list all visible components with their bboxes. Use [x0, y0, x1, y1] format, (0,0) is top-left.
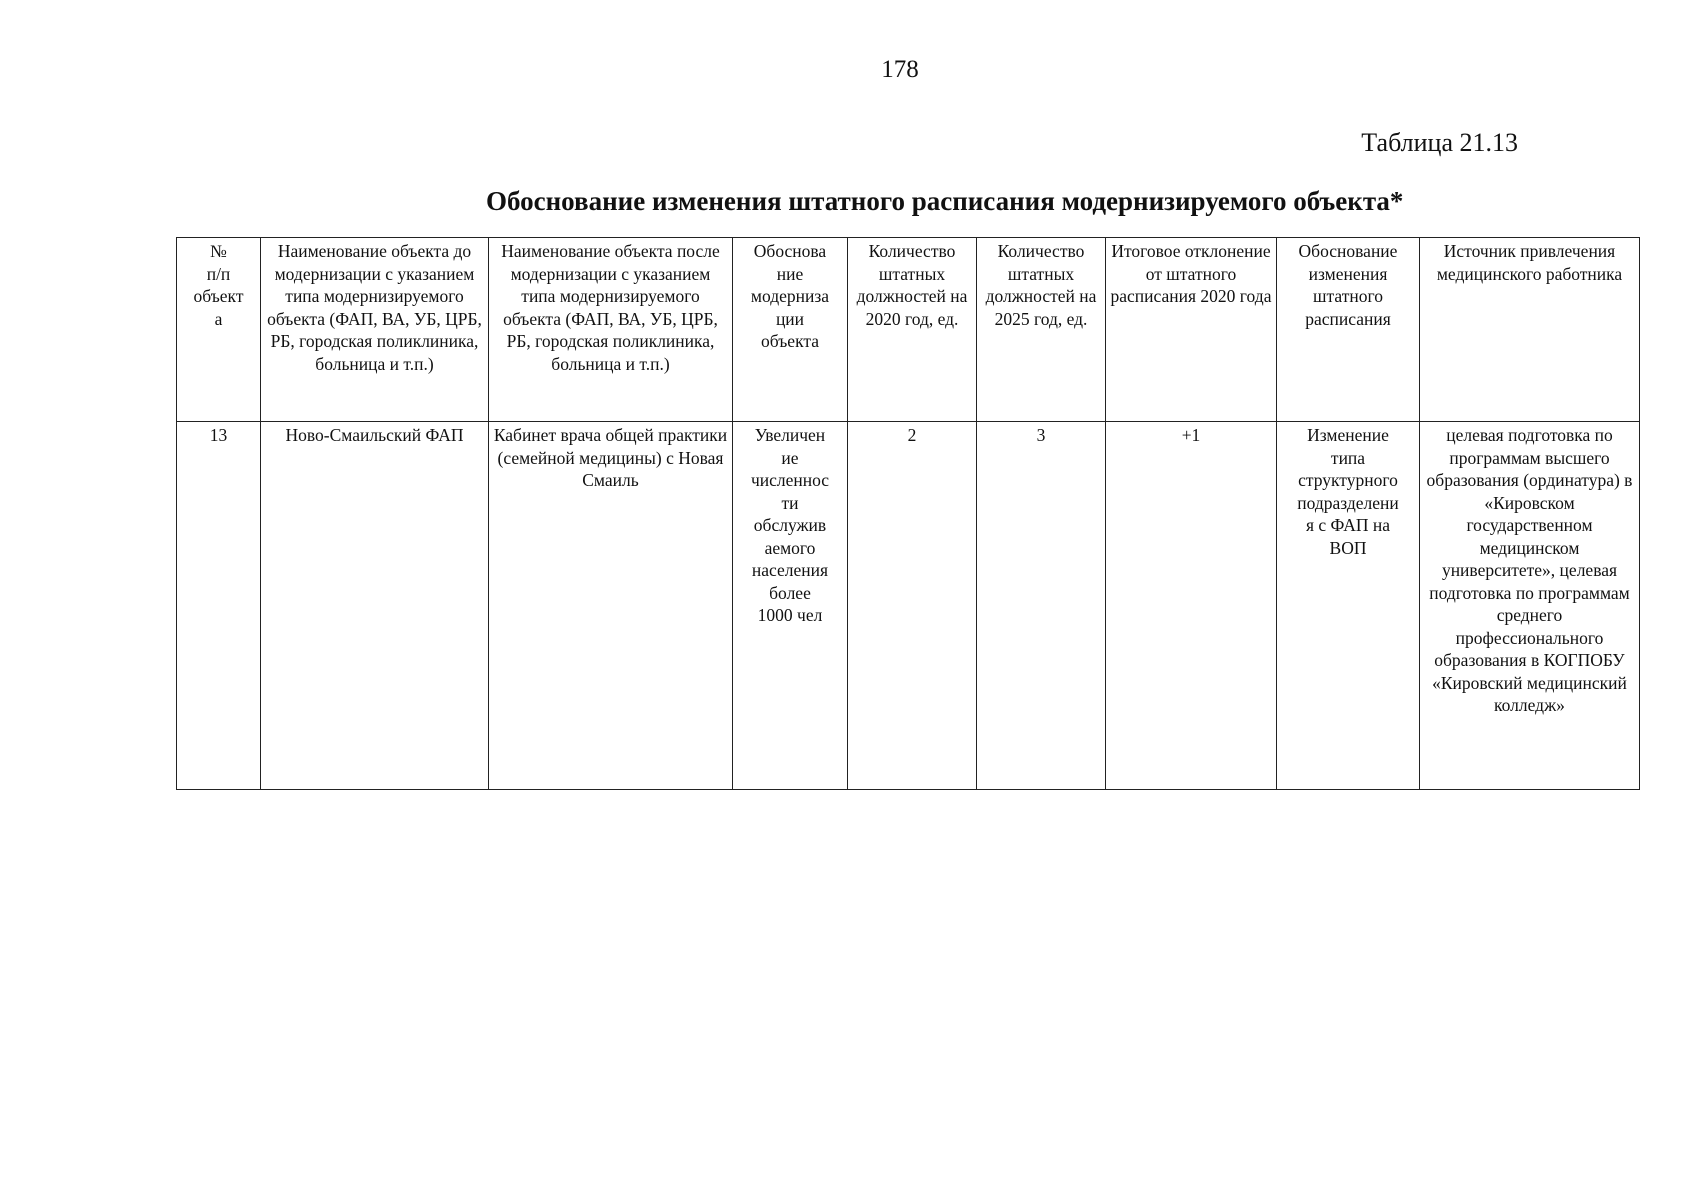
cell-staff-2025: 3 — [977, 422, 1106, 790]
header-total-deviation: Итоговое отклонение от штатного расписания 2020 года — [1106, 238, 1277, 422]
header-row — [177, 238, 1640, 422]
staffing-table — [176, 237, 1640, 790]
table-body — [177, 422, 1640, 790]
table-row — [177, 422, 1640, 790]
cell-total-deviation: +1 — [1106, 422, 1277, 790]
table-header — [177, 238, 1640, 422]
header-object-number: № п/п объект а — [177, 238, 261, 422]
cell-change-reason: Изменение типа структурного подразделени я с ФАП на ВОП — [1277, 422, 1420, 790]
cell-object-before: Ново-Смаильский ФАП — [261, 422, 489, 790]
document-title: Обоснование изменения штатного расписания модернизируемого объекта* — [486, 186, 1404, 216]
header-staff-2025: Количество штатных должностей на 2025 год, ед. — [977, 238, 1106, 422]
header-change-reason: Обоснование изменения штатного расписания — [1277, 238, 1420, 422]
cell-object-after: Кабинет врача общей практики (семейной медицины) с Новая Смаиль — [489, 422, 733, 790]
header-object-before: Наименование объекта до модернизации с указанием типа модернизируемого объекта (ФАП, ВА, УБ, ЦРБ, РБ, городская поликлиника, больница и т.п.) — [261, 238, 489, 422]
table-label: Таблица 21.13 — [1361, 128, 1518, 157]
header-staff-source: Источник привлечения медицинского работника — [1420, 238, 1640, 422]
cell-staff-2020: 2 — [848, 422, 977, 790]
page-number: 178 — [881, 56, 919, 83]
header-modernization-justification: Обоснова ние модерниза ции объекта — [733, 238, 848, 422]
header-staff-2020: Количество штатных должностей на 2020 год, ед. — [848, 238, 977, 422]
cell-object-number: 13 — [177, 422, 261, 790]
header-object-after: Наименование объекта после модернизации с указанием типа модернизируемого объекта (ФАП, ВА, УБ, ЦРБ, РБ, городская поликлиника, больница и т.п.) — [489, 238, 733, 422]
cell-staff-source: целевая подготовка по программам высшего образования (ординатура) в «Кировском государственном медицинском университете», целевая подготовка по программам среднего профессионального образования в КОГПОБУ «Кировский медицинский колледж» — [1420, 422, 1640, 790]
cell-modernization-justification: Увеличен ие численнос ти обслужив аемого населения более 1000 чел — [733, 422, 848, 790]
